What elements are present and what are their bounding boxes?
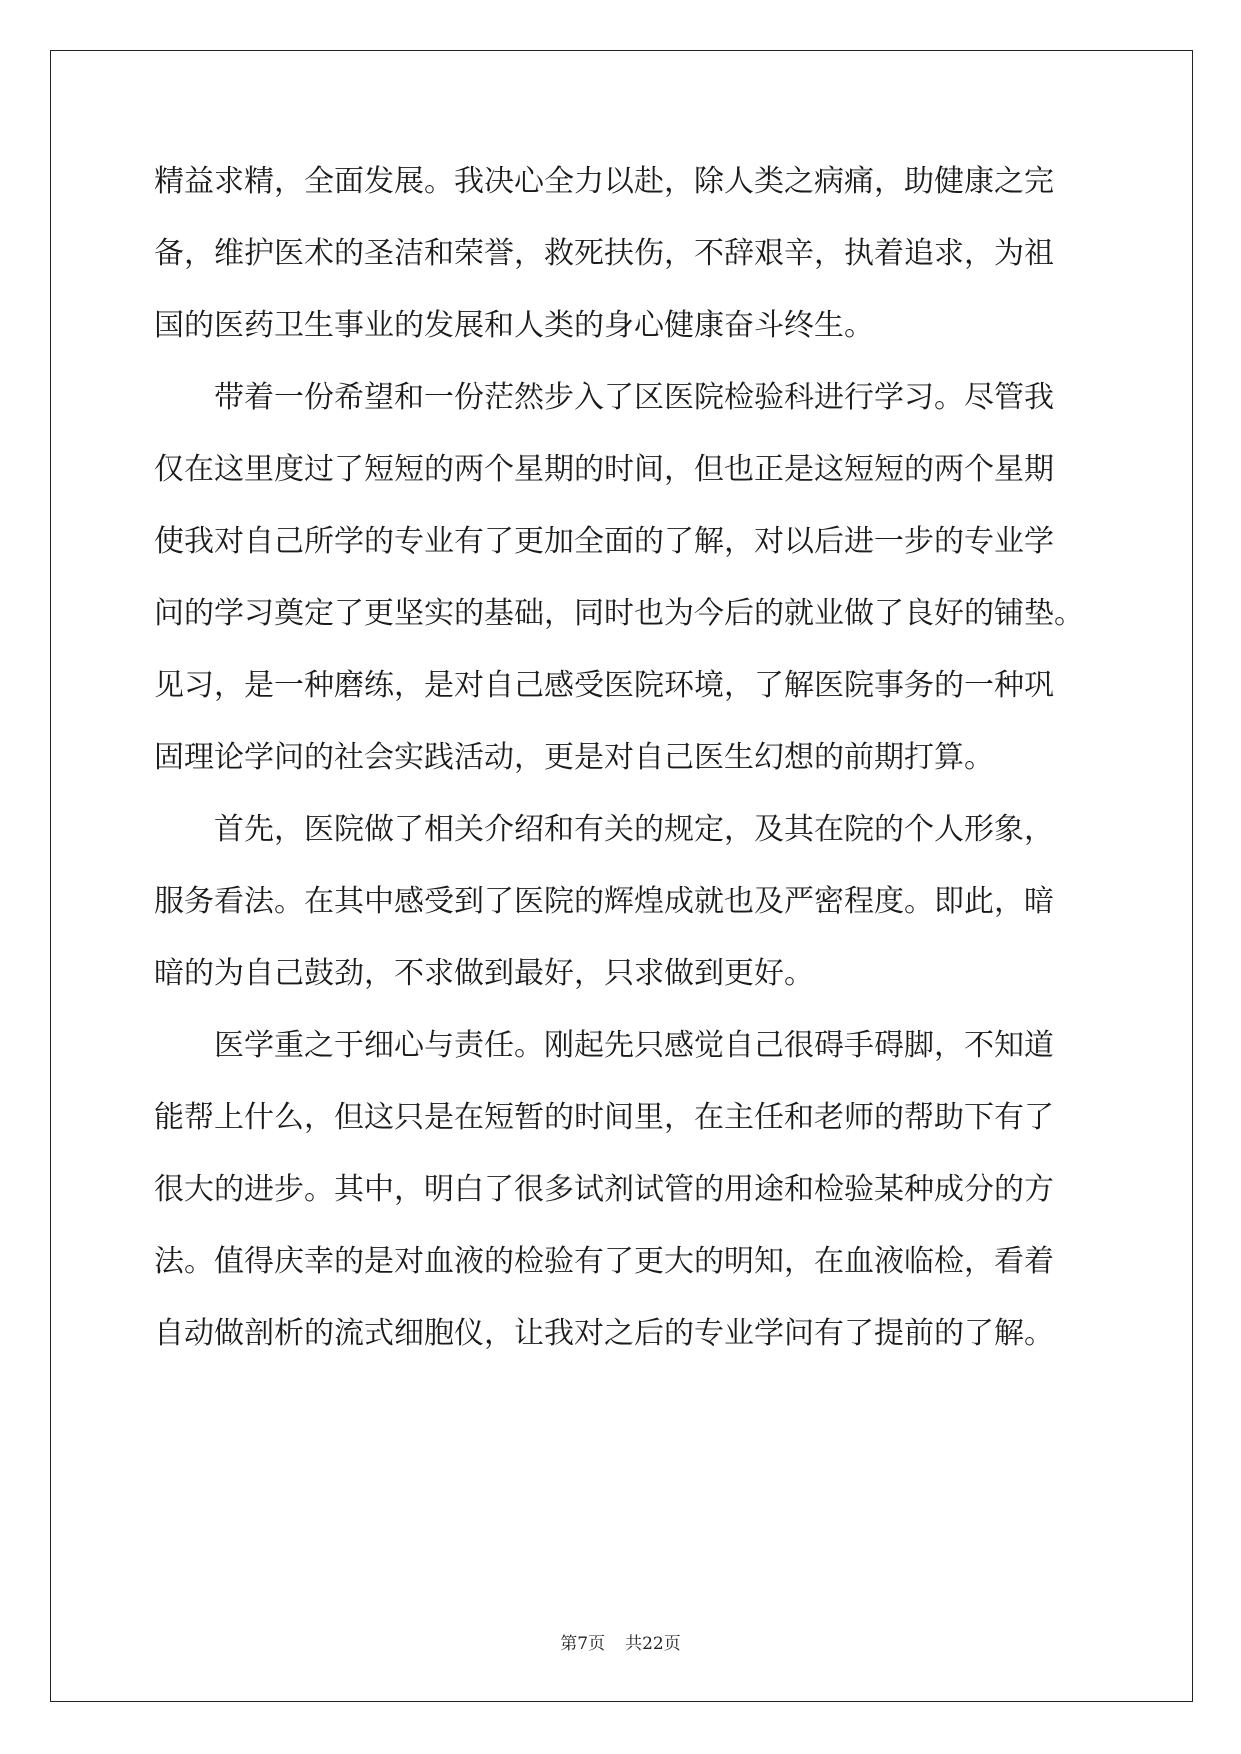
text-line: 带着一份希望和一份茫然步入了区医院检验科进行学习。尽管我	[154, 380, 1054, 415]
text-line: 问的学习奠定了更坚实的基础，同时也为今后的就业做了良好的铺垫。	[154, 596, 1084, 631]
page-footer	[0, 1633, 1241, 1655]
text-line: 首先，医院做了相关介绍和有关的规定，及其在院的个人形象，	[154, 812, 1054, 847]
page-total: 共22页	[625, 1634, 681, 1654]
text-line: 国的医药卫生事业的发展和人类的身心健康奋斗终生。	[154, 308, 874, 343]
text-line: 暗的为自己鼓劲，不求做到最好，只求做到更好。	[154, 956, 814, 991]
text-line: 固理论学问的社会实践活动，更是对自己医生幻想的前期打算。	[154, 740, 994, 775]
text-line: 服务看法。在其中感受到了医院的辉煌成就也及严密程度。即此，暗	[154, 884, 1054, 919]
text-line: 很大的进步。其中，明白了很多试剂试管的用途和检验某种成分的方	[154, 1172, 1054, 1207]
text-line: 见习，是一种磨练，是对自己感受医院环境，了解医院事务的一种巩	[154, 668, 1054, 703]
page-border	[50, 50, 1193, 1702]
text-line: 精益求精，全面发展。我决心全力以赴，除人类之病痛，助健康之完	[154, 164, 1054, 199]
text-line: 自动做剖析的流式细胞仪，让我对之后的专业学问有了提前的了解。	[154, 1316, 1054, 1351]
text-line: 仅在这里度过了短短的两个星期的时间，但也正是这短短的两个星期	[154, 452, 1054, 487]
text-line: 能帮上什么，但这只是在短暂的时间里，在主任和老师的帮助下有了	[154, 1100, 1054, 1135]
page-number: 第7页	[560, 1634, 606, 1654]
text-line: 备，维护医术的圣洁和荣誉，救死扶伤，不辞艰辛，执着追求，为祖	[154, 236, 1054, 271]
text-line: 法。值得庆幸的是对血液的检验有了更大的明知，在血液临检，看着	[154, 1244, 1054, 1279]
text-line: 使我对自己所学的专业有了更加全面的了解，对以后进一步的专业学	[154, 524, 1054, 559]
text-line: 医学重之于细心与责任。刚起先只感觉自己很碍手碍脚，不知道	[154, 1028, 1054, 1063]
